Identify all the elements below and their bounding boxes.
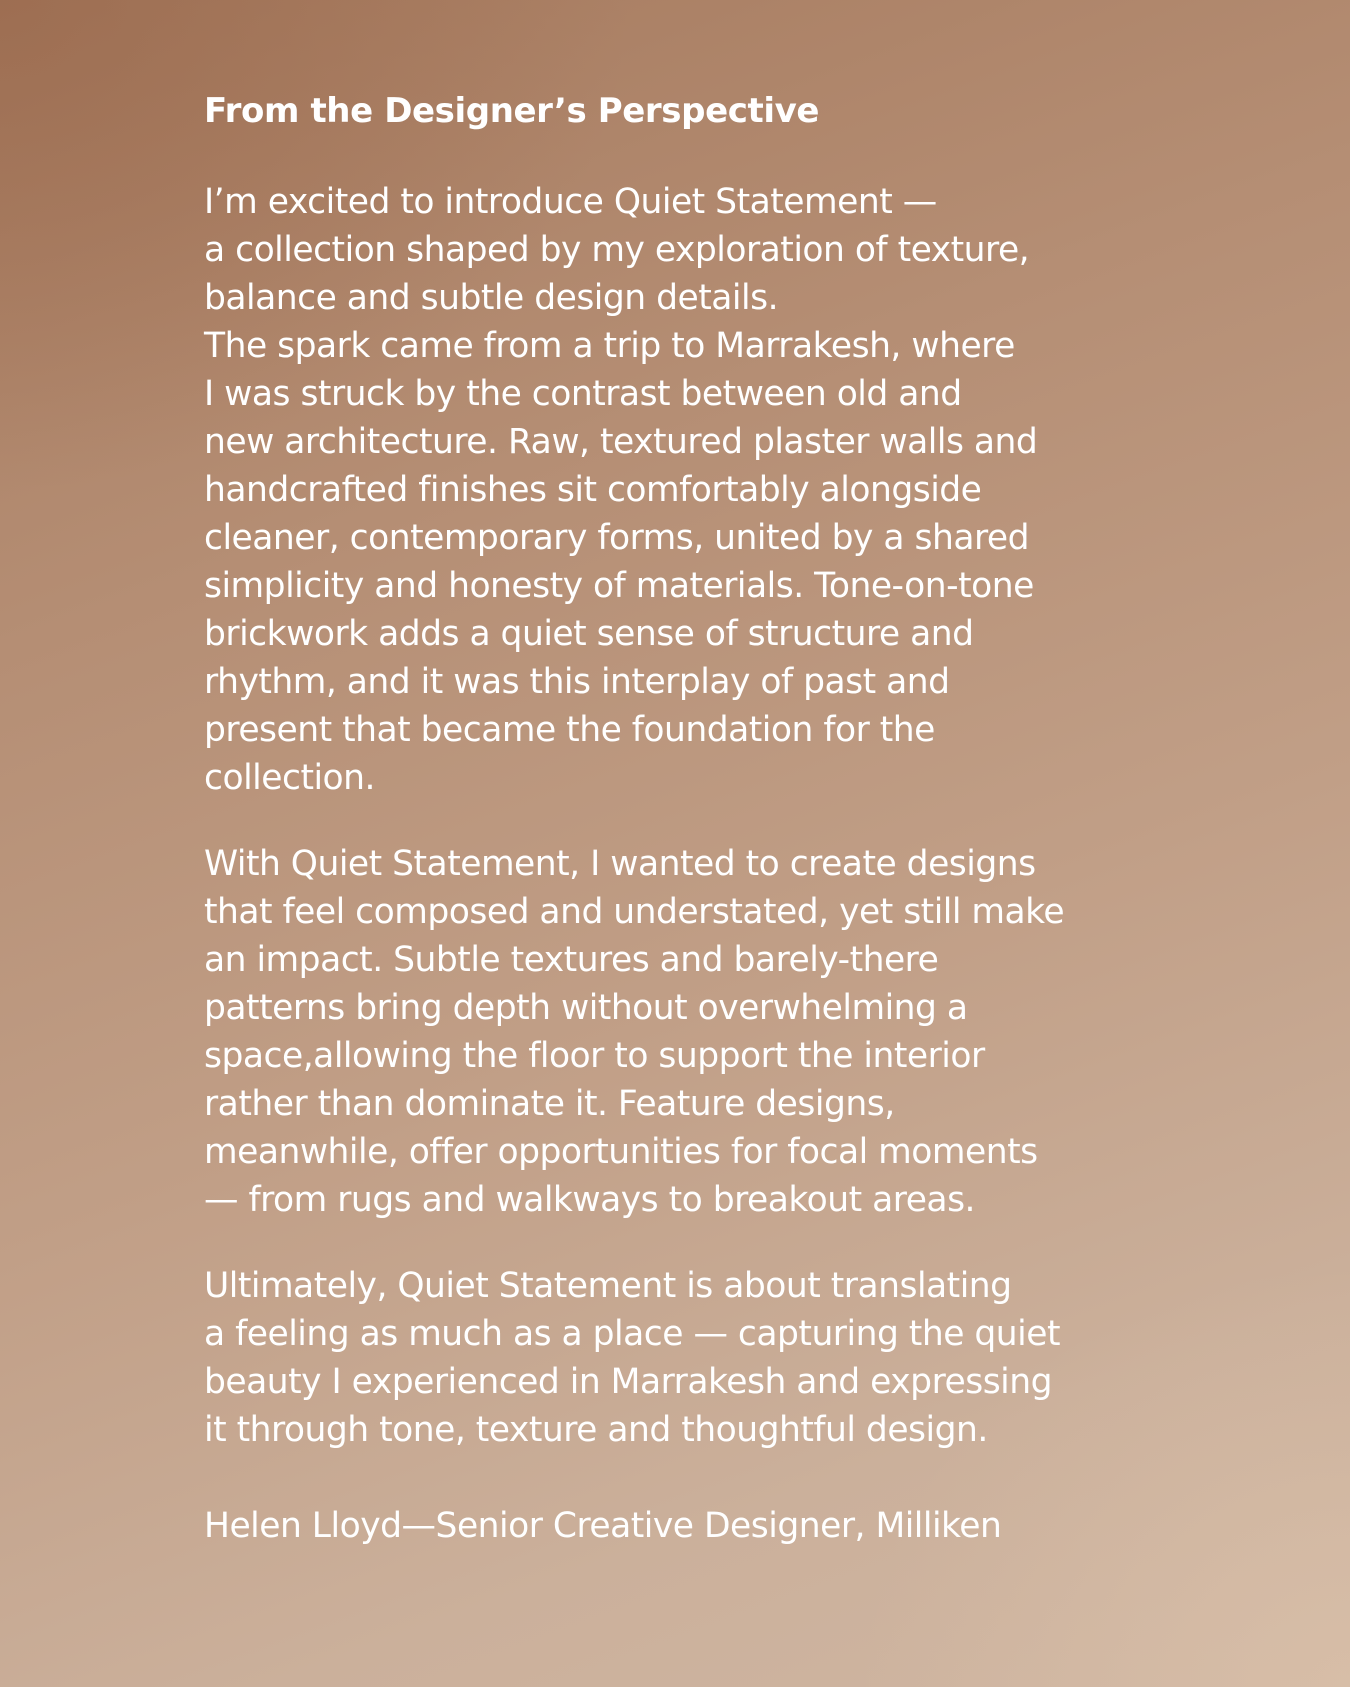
paragraph-intent: [204, 840, 1204, 1224]
article-heading: From the Designer’s Perspective: [204, 91, 820, 131]
text-line: brickwork adds a quiet sense of structure and: [204, 614, 974, 654]
text-line: collection.: [204, 758, 375, 798]
text-line: Ultimately, Quiet Statement is about translating: [204, 1266, 1012, 1306]
text-line: meanwhile, offer opportunities for focal moments: [204, 1132, 1038, 1172]
author-signature: Helen Lloyd—Senior Creative Designer, Milliken: [204, 1506, 1002, 1546]
paragraph-intro: [204, 178, 1204, 802]
text-line: With Quiet Statement, I wanted to create designs: [204, 844, 1036, 884]
text-line: The spark came from a trip to Marrakesh, where: [204, 326, 1015, 366]
text-line: rhythm, and it was this interplay of past and: [204, 662, 950, 702]
text-line: a collection shaped by my exploration of texture,: [204, 230, 1030, 270]
paragraph-conclusion: [204, 1262, 1204, 1454]
text-line: simplicity and honesty of materials. Tone-on-tone: [204, 566, 1034, 606]
text-line: an impact. Subtle textures and barely-there: [204, 940, 939, 980]
text-line: beauty I experienced in Marrakesh and expressing: [204, 1362, 1053, 1402]
article: [204, 82, 1204, 1550]
text-line: rather than dominate it. Feature designs,: [204, 1084, 895, 1124]
text-line: — from rugs and walkways to breakout areas.: [204, 1180, 976, 1220]
text-line: new architecture. Raw, textured plaster walls and: [204, 422, 1038, 462]
text-line: I was struck by the contrast between old and: [204, 374, 962, 414]
text-line: a feeling as much as a place — capturing the quiet: [204, 1314, 1060, 1354]
text-line: space,allowing the floor to support the interior: [204, 1036, 985, 1076]
text-line: cleaner, contemporary forms, united by a shared: [204, 518, 1030, 558]
text-line: it through tone, texture and thoughtful design.: [204, 1410, 988, 1450]
text-line: present that became the foundation for the: [204, 710, 935, 750]
text-line: patterns bring depth without overwhelming a: [204, 988, 968, 1028]
text-line: that feel composed and understated, yet still make: [204, 892, 1065, 932]
text-line: I’m excited to introduce Quiet Statement —: [204, 182, 937, 222]
text-line: handcrafted finishes sit comfortably alongside: [204, 470, 982, 510]
text-line: balance and subtle design details.: [204, 278, 779, 318]
